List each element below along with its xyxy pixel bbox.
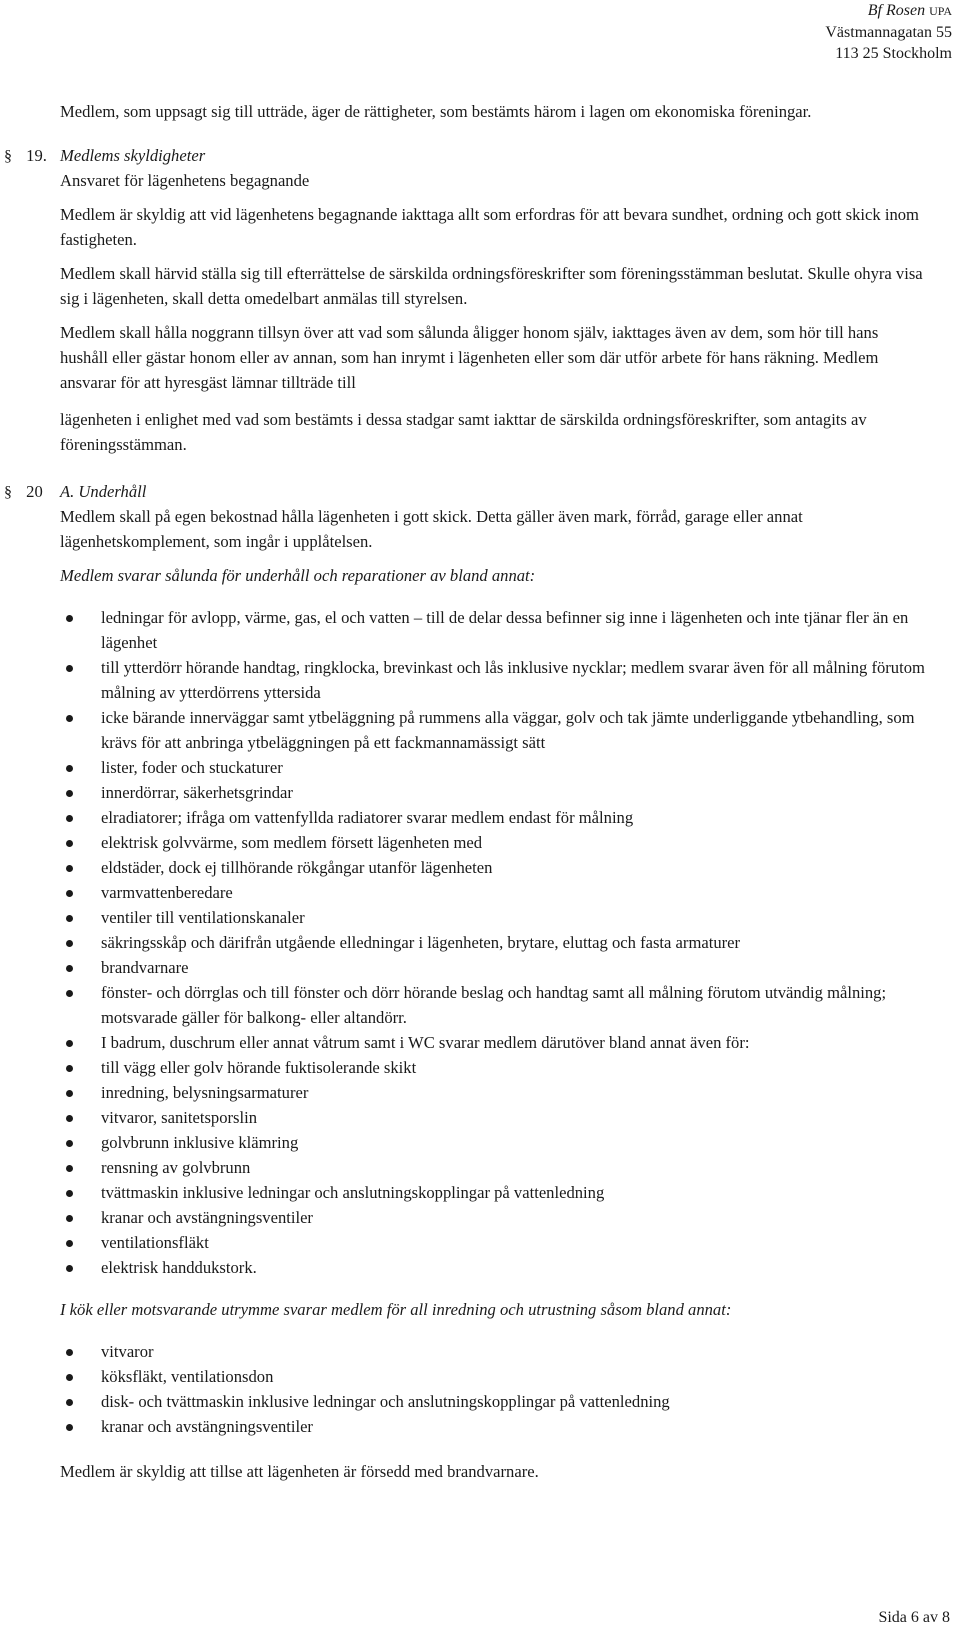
document-body bbox=[4, 99, 928, 1484]
section-symbol: § bbox=[4, 148, 12, 165]
list-item: till vägg eller golv hörande fuktisolerande skikt bbox=[60, 1055, 928, 1080]
section-19-paragraph-1: Medlem är skyldig att vid lägenhetens begagnande iakttaga allt som erfordras för att bevara sundhet, ordning och gott skick inom fastigheten. bbox=[60, 205, 919, 249]
section-20-marker bbox=[4, 479, 43, 505]
list-item: lister, foder och stuckaturer bbox=[60, 755, 928, 780]
list-item: kranar och avstängningsventiler bbox=[60, 1414, 928, 1439]
list-item: golvbrunn inklusive klämring bbox=[60, 1130, 928, 1155]
list-item: disk- och tvättmaskin inklusive ledningar och anslutningskopplingar på vattenledning bbox=[60, 1389, 928, 1414]
list-item: vitvaror, sanitetsporslin bbox=[60, 1105, 928, 1130]
street-address: Västmannagatan 55 bbox=[825, 24, 952, 41]
organization-name bbox=[825, 0, 952, 22]
list-item: innerdörrar, säkerhetsgrindar bbox=[60, 780, 928, 805]
list-item: fönster- och dörrglas och till fönster och dörr hörande beslag och handtag samt all målning förutom utvändig målning; motsvarade gäller för balkong- eller altandörr. bbox=[60, 980, 928, 1030]
section-19-paragraph-4: lägenheten i enlighet med vad som bestämts i dessa stadgar samt iakttar de särskilda ordningsföreskrifter, som antagits av föreningsstämman. bbox=[60, 410, 867, 454]
section-19 bbox=[4, 143, 928, 457]
section-20-heading: A. Underhåll bbox=[60, 482, 147, 501]
list-item: elektrisk golvvärme, som medlem försett lägenheten med bbox=[60, 830, 928, 855]
page-header bbox=[825, 0, 952, 64]
section-20-paragraph-1: Medlem skall på egen bekostnad hålla lägenheten i gott skick. Detta gäller även mark, förråd, garage eller annat lägenhetskomplement, som ingår i upplåtelsen. bbox=[60, 507, 803, 551]
kitchen-list bbox=[60, 1339, 928, 1439]
closing-paragraph: Medlem är skyldig att tillse att lägenheten är försedd med brandvarnare. bbox=[60, 1462, 539, 1481]
list-item: icke bärande innerväggar samt ytbeläggning på rummens alla väggar, golv och tak jämte underliggande ytbehandling, som krävs för att anbringa ytbeläggningen på ett fackmannamässigt sätt bbox=[60, 705, 928, 755]
list-item: eldstäder, dock ej tillhörande rökgångar utanför lägenheten bbox=[60, 855, 928, 880]
list-2-intro: I kök eller motsvarande utrymme svarar medlem för all inredning och utrustning såsom bland annat: bbox=[60, 1300, 732, 1319]
list-item: säkringsskåp och därifrån utgående elledningar i lägenheten, brytare, eluttag och fasta armaturer bbox=[60, 930, 928, 955]
list-1-intro: Medlem svarar sålunda för underhåll och reparationer av bland annat: bbox=[60, 566, 536, 585]
page-number: Sida 6 av 8 bbox=[878, 1609, 950, 1626]
list-item: ventilationsfläkt bbox=[60, 1230, 928, 1255]
section-19-marker bbox=[4, 143, 47, 169]
section-20 bbox=[4, 479, 928, 1484]
list-item: elradiatorer; ifråga om vattenfyllda radiatorer svarar medlem endast för målning bbox=[60, 805, 928, 830]
section-number: 20 bbox=[26, 482, 43, 501]
section-19-subheading: Ansvaret för lägenhetens begagnande bbox=[60, 171, 310, 190]
section-19-heading: Medlems skyldigheter bbox=[60, 146, 206, 165]
org-suffix: UPA bbox=[929, 4, 952, 18]
section-19-paragraph-2: Medlem skall härvid ställa sig till efterrättelse de särskilda ordningsföreskrifter som föreningsstämman beslutat. Skulle ohyra visa sig i lägenheten, skall detta omedelbart anmälas till styrelsen. bbox=[60, 264, 923, 308]
list-item: ventiler till ventilationskanaler bbox=[60, 905, 928, 930]
list-item: kranar och avstängningsventiler bbox=[60, 1205, 928, 1230]
list-item: tvättmaskin inklusive ledningar och anslutningskopplingar på vattenledning bbox=[60, 1180, 928, 1205]
list-item: ledningar för avlopp, värme, gas, el och vatten – till de delar dessa befinner sig inne i lägenheten och inte tjänar fler än en lägenhet bbox=[60, 605, 928, 655]
list-item: brandvarnare bbox=[60, 955, 928, 980]
list-item: köksfläkt, ventilationsdon bbox=[60, 1364, 928, 1389]
list-item: vitvaror bbox=[60, 1339, 928, 1364]
intro-paragraph: Medlem, som uppsagt sig till utträde, äger de rättigheter, som bestämts härom i lagen om ekonomiska föreningar. bbox=[60, 102, 812, 121]
list-item: elektrisk handdukstork. bbox=[60, 1255, 928, 1280]
city-address: 113 25 Stockholm bbox=[835, 45, 952, 62]
maintenance-list bbox=[60, 605, 928, 1280]
org-name: Bf Rosen bbox=[867, 2, 926, 19]
list-item: rensning av golvbrunn bbox=[60, 1155, 928, 1180]
section-19-paragraph-3: Medlem skall hålla noggrann tillsyn över att vad som sålunda åligger honom själv, iakttages även av dem, som hör till hans hushåll eller gästar honom eller av annan, som han inrymt i lägenheten eller som där utför arbete för hans räkning. Medlem ansvarar för att hyresgäst lämnar tillträde till bbox=[60, 323, 879, 392]
section-symbol: § bbox=[4, 484, 12, 501]
list-item: till ytterdörr hörande handtag, ringklocka, brevinkast och lås inklusive nycklar; medlem svarar även för all målning förutom målning av ytterdörrens yttersida bbox=[60, 655, 928, 705]
list-item: varmvattenberedare bbox=[60, 880, 928, 905]
list-item: inredning, belysningsarmaturer bbox=[60, 1080, 928, 1105]
list-item: I badrum, duschrum eller annat våtrum samt i WC svarar medlem därutöver bland annat även för: bbox=[60, 1030, 928, 1055]
section-number: 19. bbox=[26, 146, 47, 165]
